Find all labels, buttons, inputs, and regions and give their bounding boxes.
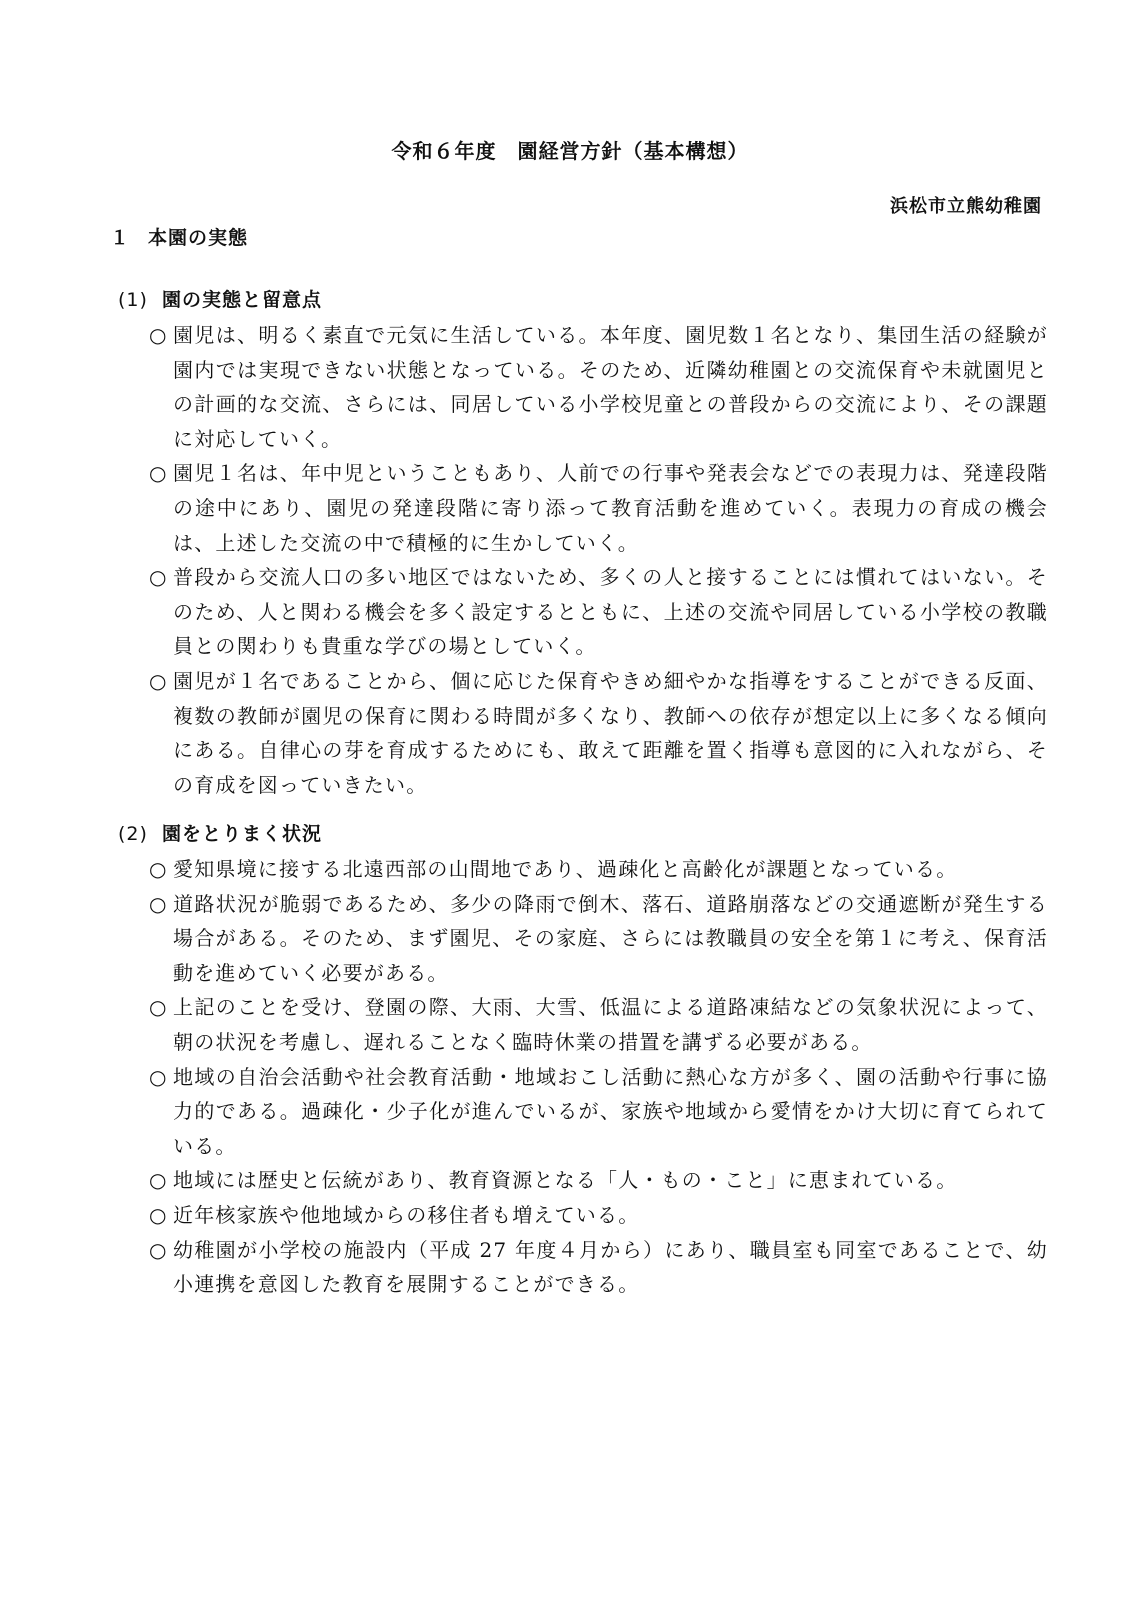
list-item-text: 園児は、明るく素直で元気に生活している。本年度、園児数１名となり、集団生活の経験が園内では実現できない状態となっている。そのため、近隣幼稚園との交流保育や未就園児との計画的な交流、さらには、同居している小学校児童との普段からの交流により、その課題に対応していく。: [173, 323, 1048, 451]
list-item: [118, 1060, 1048, 1164]
section-heading: [110, 223, 248, 250]
list-item-text: 幼稚園が小学校の施設内（平成 27 年度４月から）にあり、職員室も同室であることで、幼小連携を意図した教育を展開することができる。: [173, 1237, 1048, 1297]
bullet-circle-icon: ○: [149, 1237, 168, 1262]
list-item-text: 園児１名は、年中児ということもあり、人前での行事や発表会などでの表現力は、発達段階の途中にあり、園児の発達段階に寄り添って教育活動を進めていく。表現力の育成の機会は、上述した交流の中で積極的に生かしていく。: [173, 461, 1048, 555]
bullet-circle-icon: ○: [149, 323, 168, 347]
list-item-text: 上記のことを受け、登園の際、大雨、大雪、低温による道路凍結などの気象状況によって、朝の状況を考慮し、遅れることなく臨時休業の措置を講ずる必要がある。: [173, 995, 1048, 1054]
list-item-text: 近年核家族や他地域からの移住者も増えている。: [173, 1202, 640, 1227]
bullet-circle-icon: ○: [149, 1168, 168, 1193]
bullet-circle-icon: ○: [149, 668, 168, 693]
bullet-circle-icon: ○: [149, 461, 168, 486]
list-item: [118, 560, 1048, 664]
bullet-circle-icon: ○: [149, 995, 168, 1020]
list-item: [118, 990, 1048, 1059]
subsection-title: 園の実態と留意点: [162, 289, 323, 311]
subsection-heading: [118, 816, 1048, 852]
subsection-heading: [118, 282, 1048, 318]
subsection-title: 園をとりまく状況: [162, 823, 323, 845]
list-item: [118, 1163, 1048, 1198]
section-number: １: [110, 227, 131, 249]
subsection-number: (2): [118, 823, 148, 845]
list-item: [118, 1233, 1048, 1302]
bullet-circle-icon: ○: [149, 891, 168, 916]
list-item: [118, 664, 1048, 802]
subsection-number: (1): [118, 289, 148, 311]
bullet-list: [118, 852, 1048, 1302]
list-item: [118, 456, 1048, 560]
list-item: [118, 852, 1048, 887]
bullet-circle-icon: ○: [149, 857, 168, 881]
document-title: 令和６年度 園経営方針（基本構想）: [391, 139, 749, 163]
bullet-list: [118, 318, 1048, 802]
subsection-surroundings: [118, 816, 1048, 1302]
list-item: [118, 1198, 1048, 1233]
bullet-circle-icon: ○: [149, 1202, 168, 1227]
list-item-text: 道路状況が脆弱であるため、多少の降雨で倒木、落石、道路崩落などの交通遮断が発生する場合がある。そのため、まず園児、その家庭、さらには教職員の安全を第１に考え、保育活動を進めていく必要がある。: [173, 891, 1048, 985]
list-item-text: 地域の自治会活動や社会教育活動・地域おこし活動に熱心な方が多く、園の活動や行事に協力的である。過疎化・少子化が進んでいるが、家族や地域から愛情をかけ大切に育てられている。: [173, 1064, 1048, 1158]
list-item: [118, 318, 1048, 456]
list-item: [118, 887, 1048, 991]
bullet-circle-icon: ○: [149, 1064, 168, 1089]
organization-name: 浜松市立熊幼稚園: [890, 196, 1042, 217]
section-title: 本園の実態: [148, 227, 249, 249]
subsection-conditions: [118, 282, 1048, 802]
bullet-circle-icon: ○: [149, 565, 168, 590]
list-item-text: 地域には歴史と伝統があり、教育資源となる「人・もの・こと」に恵まれている。: [173, 1168, 958, 1193]
list-item-text: 愛知県境に接する北遠西部の山間地であり、過疎化と高齢化が課題となっている。: [173, 857, 958, 881]
list-item-text: 園児が１名であることから、個に応じた保育やきめ細やかな指導をすることができる反面、複数の教師が園児の保育に関わる時間が多くなり、教師への依存が想定以上に多くなる傾向にある。自律心の芽を育成するためにも、敢えて距離を置く指導も意図的に入れながら、その育成を図っていきたい。: [173, 668, 1048, 797]
list-item-text: 普段から交流人口の多い地区ではないため、多くの人と接することには慣れてはいない。そのため、人と関わる機会を多く設定するとともに、上述の交流や同居している小学校の教職員との関わりも貴重な学びの場としていく。: [173, 565, 1048, 659]
